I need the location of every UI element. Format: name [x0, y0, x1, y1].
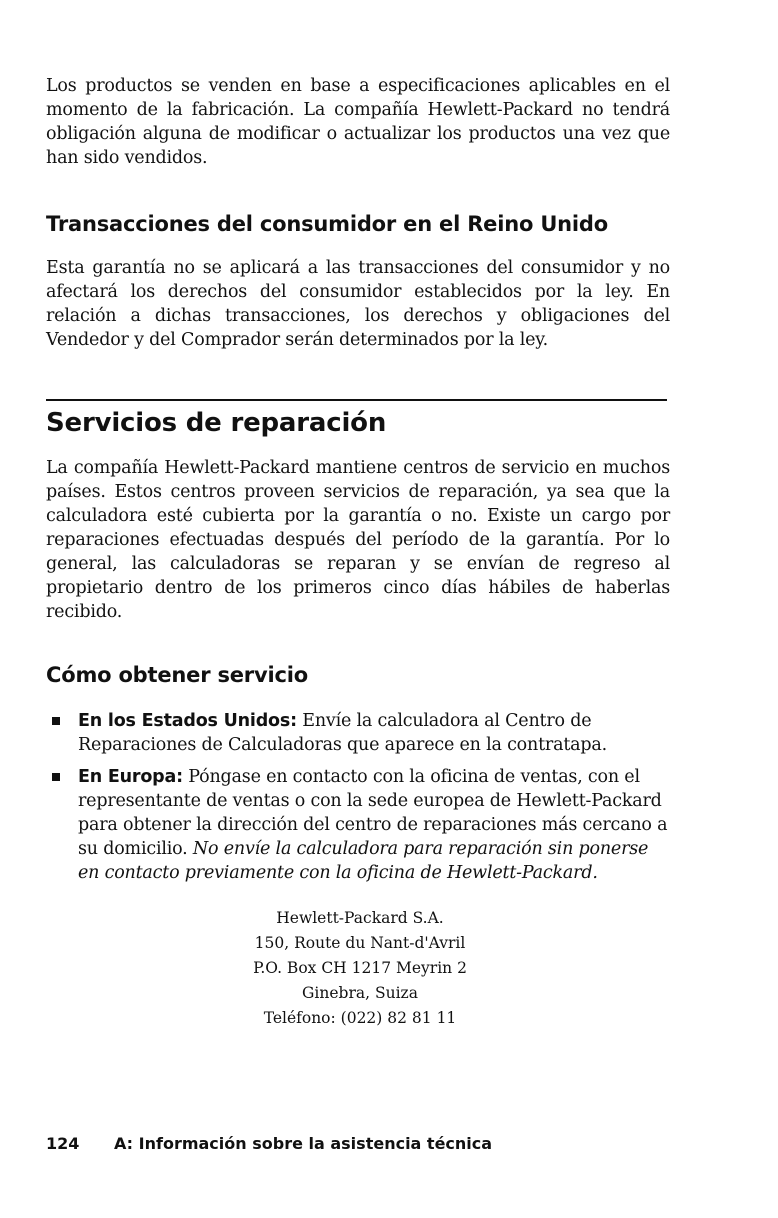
address-line: 150, Route du Nant-d'Avril — [254, 934, 466, 952]
chapter-title: A: Información sobre la asistencia técnica — [114, 1134, 493, 1153]
bullet-body: Envíe la calculadora al Centro de Reparaciones de Calculadoras que aparece en la contratapa. — [78, 711, 607, 755]
bullet-square-icon — [52, 773, 60, 781]
bullet-item-united-states — [52, 709, 672, 757]
bullet-text — [78, 709, 672, 757]
repair-services-paragraph: La compañía Hewlett-Packard mantiene centros de servicio en muchos países. Estos centros proveen servicios de reparación, ya sea que la calculadora esté cubierta por la garantía o no. Existe un cargo por reparaciones efectuadas después del período de la garantía. Por lo general, las calculadoras se reparan y se envían de regreso al propietario dentro de los primeros cinco días hábiles de haberlas recibido. — [46, 458, 670, 622]
bullet-square-icon — [52, 717, 60, 725]
bullet-lead: En los Estados Unidos: — [78, 711, 297, 731]
address-line: Hewlett-Packard S.A. — [276, 909, 444, 927]
address-line: P.O. Box CH 1217 Meyrin 2 — [253, 959, 467, 977]
intro-paragraph: Los productos se venden en base a especificaciones aplicables en el momento de la fabricación. La compañía Hewlett-Packard no tendrá obligación alguna de modificar o actualizar los productos una vez que han sido vendidos. — [46, 76, 670, 168]
bullet-item-europe — [52, 765, 672, 885]
page-number: 124 — [46, 1134, 80, 1153]
bullet-text — [78, 765, 672, 885]
how-to-get-service-heading: Cómo obtener servicio — [46, 663, 308, 687]
bullet-lead: En Europa: — [78, 767, 183, 787]
address-line: Ginebra, Suiza — [302, 984, 418, 1002]
bullet-body: Póngase en contacto con la oficina de ventas, con el representante de ventas o con la sede europea de Hewlett-Packard para obtener la dirección del centro de reparaciones más cercano a su domicilio. — [78, 767, 668, 859]
uk-transactions-paragraph: Esta garantía no se aplicará a las transacciones del consumidor y no afectará los derechos del consumidor establecidos por la ley. En relación a dichas transacciones, los derechos y obligaciones del Vendedor y del Comprador serán determinados por la ley. — [46, 258, 670, 350]
repair-services-heading: Servicios de reparación — [46, 408, 387, 438]
address-line: Teléfono: (022) 82 81 11 — [263, 1009, 457, 1027]
uk-transactions-heading: Transacciones del consumidor en el Reino Unido — [46, 212, 608, 236]
section-divider — [46, 399, 667, 401]
bullet-italic-note: No envíe la calculadora para reparación sin ponerse en contacto previamente con la oficina de Hewlett-Packard. — [78, 839, 649, 883]
page-footer — [46, 1134, 492, 1154]
address-block — [200, 906, 520, 1031]
